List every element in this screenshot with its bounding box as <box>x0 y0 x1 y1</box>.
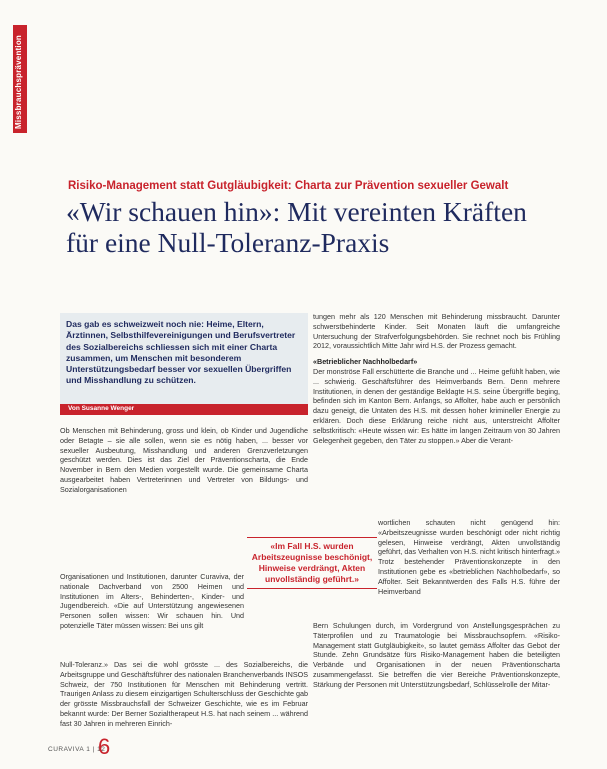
page-number: 6 <box>98 734 111 759</box>
body-column-2 <box>313 312 560 445</box>
section-tab-label: Missbrauchsprävention <box>14 34 23 129</box>
lead-box <box>60 313 308 415</box>
body-paragraph: Ob Menschen mit Behinderung, gross und klein, ob Kinder und Jugendliche oder Betagte – sie alle sollen, wenn sie es nötig haben, ... besser vor sexueller Ausbeutung, Misshandlung und anderen Grenzverletzungen geschützt werden. Dies ist das Ziel der Präventionscharta, die Ende November in Bern den Medien vorgestellt wurde. Die gemeinsame Charta ausgearbeitet haben Vertreterinnen und Vertreter von Bildungs- und Sozialorganisationen <box>60 426 308 494</box>
pull-quote: «Im Fall H.S. wurden Arbeitszeugnisse beschönigt, Hinweise verdrängt, Akten unvollständig geführt.» <box>247 537 377 589</box>
section-tab <box>13 25 27 133</box>
body-paragraph: wortlichen schauten nicht genügend hin: «Arbeitszeugnisse wurden beschönigt oder nicht richtig gelesen, Hinweise verdrängt, Akten unvollständig geführt, das Verhalten von H.S. nicht kritisch hinterfragt.» Trotz bestehender Präventionskonzepte in den Institutionen gebe es «betrieblichen Nachholbedarf», so Affolter. Seit Bekanntwerden des Falls H.S. führe der Heimverband <box>378 518 560 596</box>
body-column-1-wrap <box>60 572 244 631</box>
body-column-2-wrap <box>378 518 560 596</box>
body-paragraph: Bern Schulungen durch, im Vordergrund von Anstellungsgesprächen zu Täterprofilen und zu Traumatologie bei Missbrauchsopfern. «Risiko-Management statt Gutgläubigkeit», so lautet gemäss Affolter das Gebot der Stunde. Zehn Grundsätze fürs Risiko-Management haben die beteiligten Verbände und Organisationen in der neuen Präventionscharta zusammengefasst. Sie betreffen die vier Bereiche Präventionskonzepte, Stärkung der Personen mit Unterstützungsbedarf, Schlüsselrolle der Mitar- <box>313 621 560 689</box>
body-paragraph: Null-Toleranz.» Das sei die wohl grösste ... des Sozialbereichs, die Arbeitsgruppe und Geschäftsführer des nationalen Branchenverbands INSOS Schweiz, der 750 Institutionen für Menschen mit Behinderung vertritt. Traurigen Anlass zu diesem einzigartigen Schulterschluss der Geschichte gab der grösste Missbrauchsfall der Schweizer Geschichte, wie es im Februar bekannt wurde: Der Berner Sozialtherapeut H.S. hat nach seinem ... während fast 30 Jahren in mehreren Einrich- <box>60 660 308 728</box>
body-subhead: «Betrieblicher Nachholbedarf» <box>313 357 418 367</box>
article-headline: «Wir schauen hin»: Mit vereinten Kräften für eine Null-Toleranz-Praxis <box>66 196 527 258</box>
footer-brand: CURAVIVA 1 | 12 <box>48 746 106 753</box>
article-kicker: Risiko-Management statt Gutgläubigkeit: Charta zur Prävention sexueller Gewalt <box>68 180 509 192</box>
body-column-1-bottom <box>60 660 308 729</box>
author-name: Von Susanne Wenger <box>68 405 135 412</box>
body-paragraph: Der monströse Fall erschütterte die Branche und ... Heime gefühlt haben, wie ... schwierig. Geschäftsführer des Heimverbands Bern. Denn mehrere Institutionen, in denen der geständige Beklagte H.S. seine Übergriffe beging, befinden sich im Kanton Bern. Anfangs, so Affolter, habe auch er persönlich dazu geneigt, die Untaten des H.S. mit dessen hoher krimineller Energie zu erklären. Doch diese Erklärung reiche nicht aus, unterstreicht Affolter selbstkritisch: «Heute wissen wir: Es hätte im langen Zeitraum von 30 Jahren Gelegenheit gegeben, den Täter zu stoppen.» Aber die Verant- <box>313 366 560 445</box>
author-bar <box>60 404 308 415</box>
body-paragraph: Organisationen und Institutionen, darunter Curaviva, der nationale Dachverband von 2500 Heimen und Institutionen im Alters-, Behinderten-, Kinder- und Jugendbereich. «Die auf Unterstützung angewiesenen Personen sollen wissen: Wir schauen hin. Und potenzielle Täter müssen wissen: Bei uns gilt <box>60 572 244 630</box>
body-column-1 <box>60 426 308 495</box>
lead-text: Das gab es schweizweit noch nie: Heime, Eltern, Ärztinnen, Selbsthilfevereinigungen und Berufsvertreter des Sozialbereichs schliessen sich mit einer Charta zusammen, um Menschen mit besonderem Unterstützungsbedarf besser vor sexuellen Übergriffen und Misshandlung zu schützen. <box>66 319 296 386</box>
body-paragraph: tungen mehr als 120 Menschen mit Behinderung missbraucht. Darunter schwerstbehinderte Kinder. Seit Monaten läuft die umfangreiche Untersuchung der Strafverfolgungsbehörden. Sie rechnet noch bis Frühling 2012, voraussichtlich Mitte Jahr wird H.S. der Prozess gemacht. <box>313 312 560 351</box>
body-column-2-bottom <box>313 621 560 690</box>
